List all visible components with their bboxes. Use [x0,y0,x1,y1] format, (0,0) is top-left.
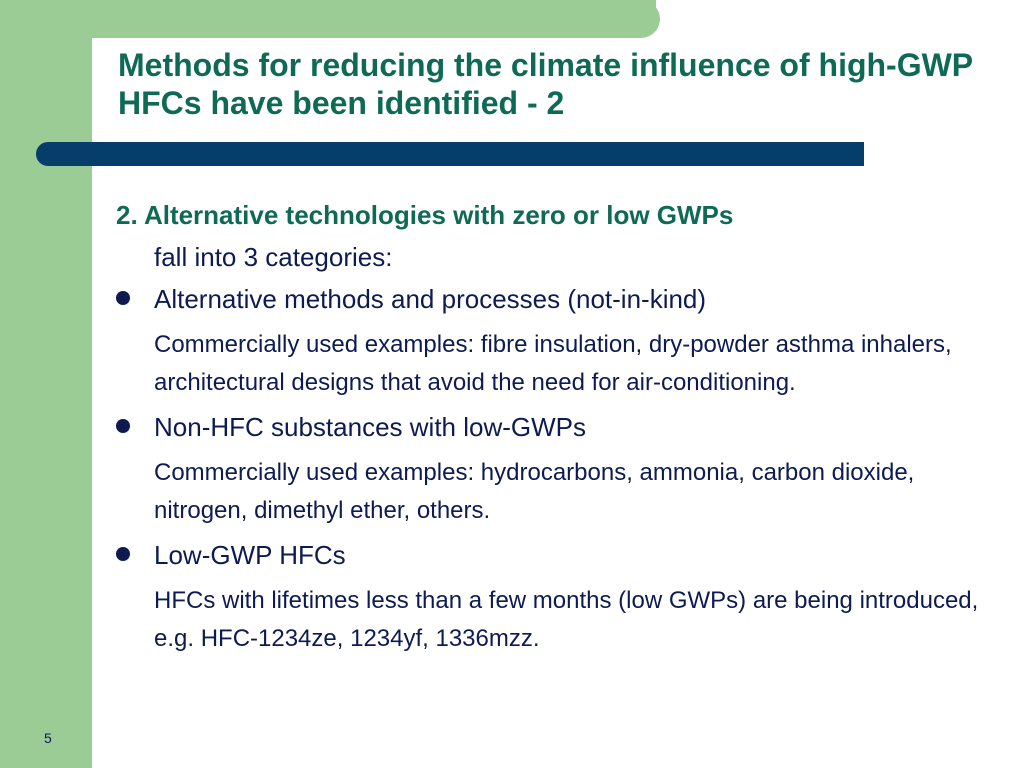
list-item-description: HFCs with lifetimes less than a few months (low GWPs) are being introduced, e.g. HFC-1234ze, 1234yf, 1336mzz. [154,587,979,652]
list-item [116,538,996,658]
list-item-label: Alternative methods and processes (not-in-kind) [154,284,707,314]
slide-body [116,198,996,658]
list-item-label: Non-HFC substances with low-GWPs [154,412,586,442]
intro-text: fall into 3 categories: [154,242,393,272]
green-top-tab [0,0,656,38]
page-number: 5 [44,730,52,746]
section-heading: 2. Alternative technologies with zero or low GWPs [116,200,734,230]
title-underline-bar [36,142,864,166]
bullet-dot-icon [116,547,130,561]
bullet-dot-icon [116,419,130,433]
slide-title: Methods for reducing the climate influence of high-GWP HFCs have been identified - 2 [118,47,973,121]
green-side-band [0,0,92,768]
list-item [116,282,996,402]
list-item-description: Commercially used examples: fibre insulation, dry-powder asthma inhalers, architectural designs that avoid the need for air-conditioning. [154,331,952,396]
list-item-description: Commercially used examples: hydrocarbons, ammonia, carbon dioxide, nitrogen, dimethyl ether, others. [154,459,915,524]
list-item [116,410,996,530]
list-item-label: Low-GWP HFCs [154,540,346,570]
bullet-dot-icon [116,291,130,305]
